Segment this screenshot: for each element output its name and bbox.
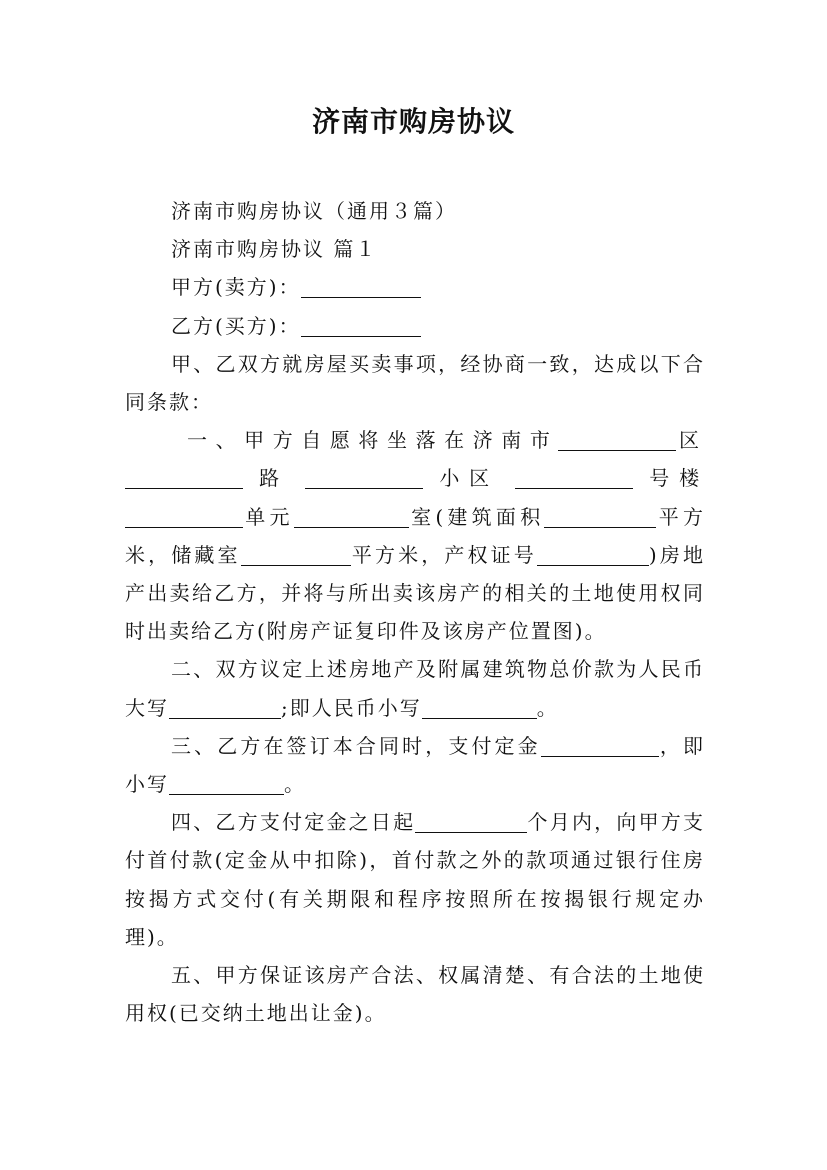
clause-2-text-c: 。 (536, 695, 559, 720)
intro-paragraph: 甲、乙双方就房屋买卖事项，经协商一致，达成以下合同条款： (125, 351, 705, 415)
document-body (125, 192, 705, 1032)
clause-2-text-b: ;即人民币小写 (281, 695, 422, 720)
area-blank (544, 503, 656, 528)
clause-4-text-b: 个月内，向甲方支付首付款(定金从中扣除)，首付款之外的款项通过银行住房按揭方式交付(有关期限和程序按照所在按揭银行规定办理)。 (125, 810, 706, 949)
clause-1-text-a: 一、甲方自愿将坐落在济南市 (187, 428, 559, 453)
clause-3-text-a: 三、乙方在签订本合同时，支付定金 (171, 733, 541, 758)
document-title: 济南市购房协议 (311, 105, 515, 138)
party-a-line (125, 268, 705, 306)
building-blank (125, 503, 243, 528)
clause-1-text-d: 小区 (439, 466, 499, 491)
clause-4-text-a: 四、乙方支付定金之日起 (171, 810, 416, 835)
deposit-blank (541, 732, 659, 757)
months-blank (415, 808, 527, 833)
price-uppercase-blank (169, 694, 281, 719)
clause-2-text-a: 二、双方议定上述房地产及附属建筑物总价款为人民币大写 (125, 657, 705, 720)
clause-3-text-b: ，即小写 (125, 733, 706, 797)
road-blank (305, 464, 423, 489)
clause-1-text-g: 室(建筑面积 (408, 504, 545, 529)
clause-3-text-c: 。 (284, 772, 306, 797)
clause-1-text-e: 号楼 (649, 466, 706, 491)
party-a-blank (301, 273, 421, 298)
clause-1-text-b: 区 (676, 428, 706, 453)
certificate-blank (537, 541, 649, 566)
party-b-label: 乙方(买方)： (171, 313, 301, 338)
part-label: 济南市购房协议 篇１ (171, 237, 378, 262)
party-b-line (125, 307, 705, 345)
storage-blank (241, 541, 351, 566)
district-blank (558, 426, 676, 451)
clause-1-text-j: )房地产出卖给乙方，并将与所出卖该房产的相关的土地使用权同时出卖给乙方(附房产证复印件及该房产位置图)。 (125, 542, 705, 644)
clause-1-text-f: 单元 (243, 504, 294, 529)
unit-blank (294, 503, 409, 528)
clause-4 (125, 803, 705, 956)
clause-5: 五、甲方保证该房产合法、权属清楚、有合法的土地使用权(已交纳土地出让金)。 (125, 963, 705, 1026)
document-subtitle: 济南市购房协议（通用３篇） (171, 199, 457, 223)
price-lowercase-blank (422, 694, 537, 719)
party-a-label: 甲方(卖方)： (171, 275, 301, 300)
clause-1 (125, 421, 705, 650)
clause-3 (125, 727, 705, 803)
clause-1-text-i: 平方米，产权证号 (350, 542, 537, 567)
party-b-blank (301, 312, 421, 337)
community-blank (515, 464, 633, 489)
deposit-lowercase-blank (169, 770, 284, 795)
road-blank-prefix (125, 464, 243, 489)
clause-2 (125, 650, 705, 726)
clause-1-text-c: 路 (259, 466, 289, 491)
clause-1-text-h: 平方米，储藏室 (125, 504, 705, 567)
